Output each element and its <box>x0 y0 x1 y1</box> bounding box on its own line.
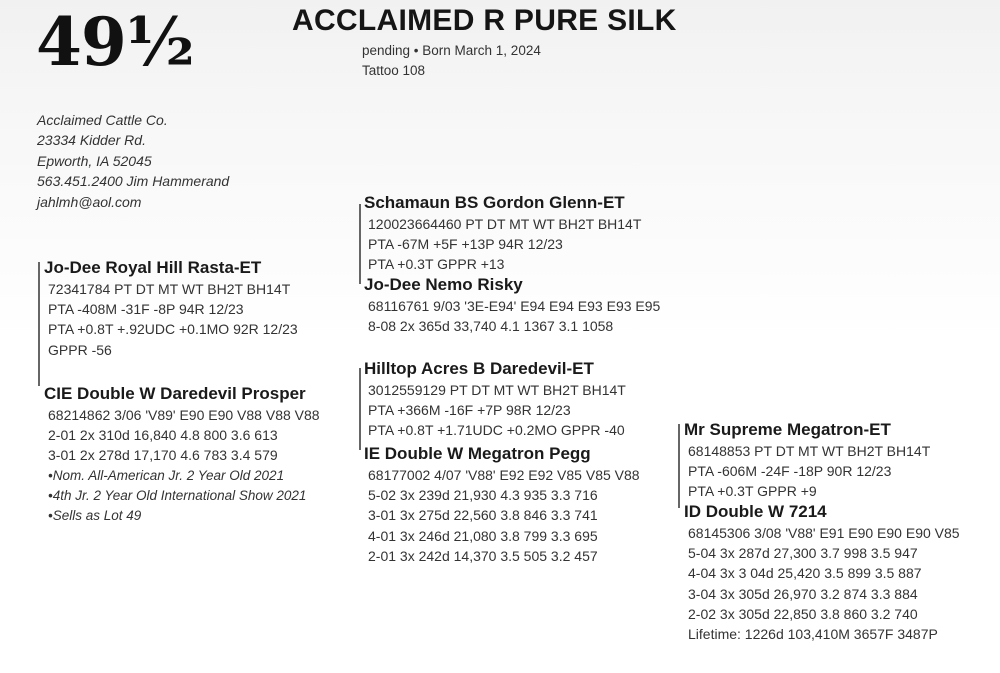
dam-sire-bracket <box>359 368 361 450</box>
sire-line: PTA -408M -31F -8P 94R 12/23 <box>48 301 244 318</box>
sire-sire-line: 120023664460 PT DT MT WT BH2T BH14T <box>368 216 642 232</box>
dam-note: •Nom. All-American Jr. 2 Year Old 2021 <box>48 467 285 483</box>
sire-sire-line: PTA +0.3T GPPR +13 <box>368 256 505 273</box>
dam-sire-line: PTA +0.8T +1.71UDC +0.2MO GPPR -40 <box>368 422 625 439</box>
animal-name: ACCLAIMED R PURE SILK <box>292 4 677 37</box>
dam-line: 68214862 3/06 'V89' E90 E90 V88 V88 V88 <box>48 407 320 423</box>
dam-dam-name: IE Double W Megatron Pegg <box>364 444 591 463</box>
dam-name: CIE Double W Daredevil Prosper <box>44 384 306 403</box>
dam-dam-dam-line: 5-04 3x 287d 27,300 3.7 998 3.5 947 <box>688 545 918 562</box>
dam-dam-line: 68177002 4/07 'V88' E92 E92 V85 V85 V88 <box>368 467 640 483</box>
tattoo-line: Tattoo 108 <box>362 63 426 78</box>
consignor-phone: 563.451.2400 Jim Hammerand <box>37 173 230 190</box>
dam-note: •4th Jr. 2 Year Old International Show 2021 <box>48 487 307 503</box>
dam-dam-line: 5-02 3x 239d 21,930 4.3 935 3.3 716 <box>368 487 598 504</box>
dam-line: 2-01 2x 310d 16,840 4.8 800 3.6 613 <box>48 427 278 444</box>
sire-line: 72341784 PT DT MT WT BH2T BH14T <box>48 281 291 297</box>
sire-sire-block <box>364 192 641 275</box>
consignor-address: 23334 Kidder Rd. <box>37 132 146 149</box>
sire-dam-name: Jo-Dee Nemo Risky <box>364 275 523 294</box>
dam-dam-dam-block <box>684 501 960 644</box>
consignor-block <box>37 110 229 212</box>
dam-dam-block <box>364 443 640 566</box>
dam-dam-line: 4-01 3x 246d 21,080 3.8 799 3.3 695 <box>368 527 598 544</box>
sire-dam-line: 8-08 2x 365d 33,740 4.1 1367 3.1 1058 <box>368 318 614 335</box>
dam-dam-line: 3-01 3x 275d 22,560 3.8 846 3.3 741 <box>368 507 598 524</box>
dam-dam-dam-name: ID Double W 7214 <box>684 502 827 521</box>
sire-name: Jo-Dee Royal Hill Rasta-ET <box>44 258 262 277</box>
dam-dam-line: 2-01 3x 242d 14,370 3.5 505 3.2 457 <box>368 547 598 564</box>
dam-dam-dam-line: 3-04 3x 305d 26,970 3.2 874 3.3 884 <box>688 585 918 602</box>
dam-note: •Sells as Lot 49 <box>48 508 142 524</box>
dam-sire-line: PTA +366M -16F +7P 98R 12/23 <box>368 402 571 419</box>
lot-number: 49½ <box>36 3 194 81</box>
sire-sire-name: Schamaun BS Gordon Glenn-ET <box>364 193 625 212</box>
sire-block <box>44 257 298 360</box>
dam-dam-sire-block <box>684 419 930 502</box>
dam-dam-dam-line: 2-02 3x 305d 22,850 3.8 860 3.2 740 <box>688 605 918 622</box>
sire-line: GPPR -56 <box>48 341 112 358</box>
dam-dam-sire-line: PTA -606M -24F -18P 90R 12/23 <box>688 463 892 480</box>
consignor-name: Acclaimed Cattle Co. <box>37 112 168 128</box>
dam-dam-sire-line: PTA +0.3T GPPR +9 <box>688 483 817 500</box>
sire-sire-line: PTA -67M +5F +13P 94R 12/23 <box>368 236 563 253</box>
sire-sire-bracket <box>359 204 361 284</box>
dam-sire-line: 3012559129 PT DT MT WT BH2T BH14T <box>368 382 626 398</box>
sire-line: PTA +0.8T +.92UDC +0.1MO 92R 12/23 <box>48 321 298 338</box>
status-birth-line: pending • Born March 1, 2024 <box>362 43 541 58</box>
consignor-city: Epworth, IA 52045 <box>37 152 152 169</box>
consignor-email: jahlmh@aol.com <box>37 193 142 210</box>
dam-sire-name: Hilltop Acres B Daredevil-ET <box>364 359 594 378</box>
sire-dam-block <box>364 274 660 336</box>
sire-dam-line: 68116761 9/03 '3E-E94' E94 E94 E93 E93 E95 <box>368 298 661 314</box>
dam-sire-block <box>364 358 626 441</box>
dam-dam-dam-line: 68145306 3/08 'V88' E91 E90 E90 E90 V85 <box>688 525 960 541</box>
dam-dam-dam-line: 4-04 3x 3 04d 25,420 3.5 899 3.5 887 <box>688 565 922 582</box>
dam-dam-sire-line: 68148853 PT DT MT WT BH2T BH14T <box>688 443 931 459</box>
dam-line: 3-01 2x 278d 17,170 4.6 783 3.4 579 <box>48 447 278 464</box>
dam-dam-dam-lifetime: Lifetime: 1226d 103,410M 3657F 3487P <box>688 626 938 643</box>
sire-dam-bracket <box>38 262 40 386</box>
dam-dam-sire-bracket <box>678 424 680 508</box>
dam-dam-sire-name: Mr Supreme Megatron-ET <box>684 420 891 439</box>
dam-block <box>44 383 320 526</box>
